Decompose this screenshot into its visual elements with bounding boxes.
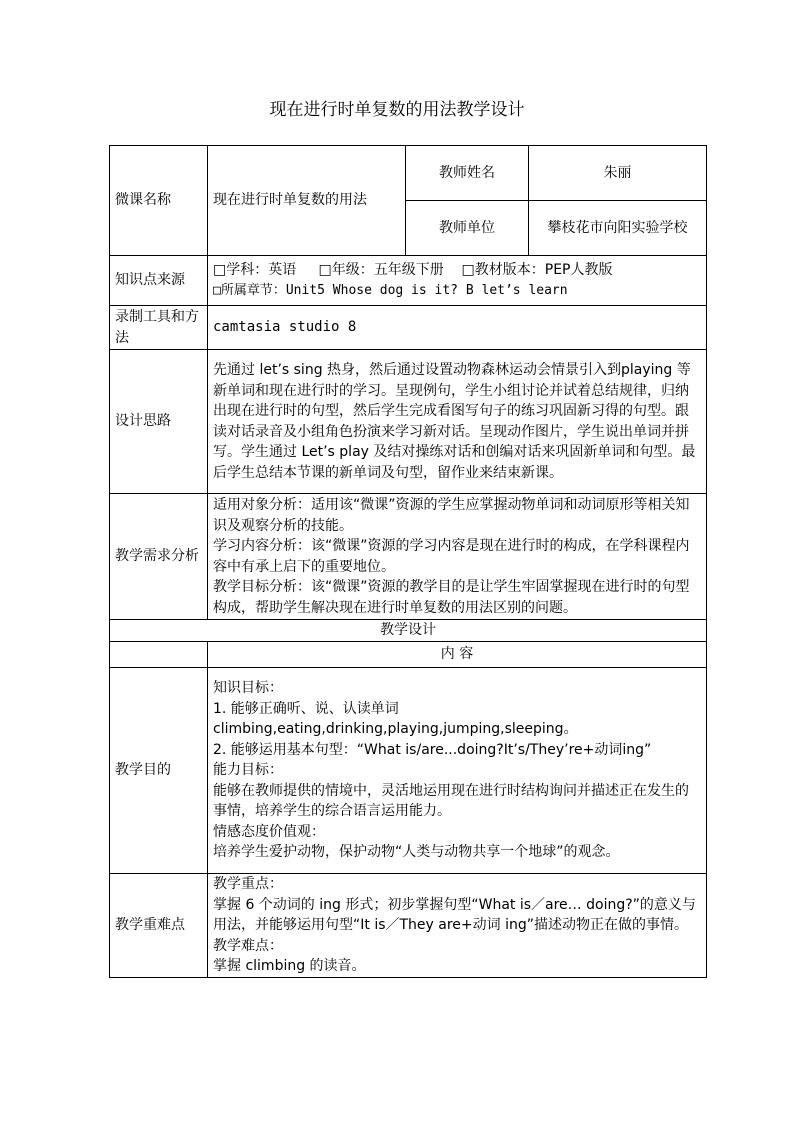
goals-label: 教学目的	[110, 668, 208, 874]
key-1: 掌握 6 个动词的 ing 形式；初步掌握句型“What is／are… doing?”的意义与用法，并能够运用句型“It is／They are+动词 ing”描述动物正在做的事情。	[213, 896, 696, 933]
row-tools	[110, 306, 707, 350]
needs-value	[208, 494, 707, 620]
goals-emotion-title: 情感态度价值观：	[213, 823, 325, 840]
needs-label: 教学需求分析	[110, 494, 208, 620]
section-heading: 教学设计	[110, 620, 707, 642]
content-heading-blank	[110, 642, 208, 668]
design-value: 先通过 let’s sing 热身，然后通过设置动物森林运动会情景引入到playing 等新单词和现在进行时的学习。呈现例句，学生小组讨论并试着总结规律，归纳出现在进行时的句型，然后学生完成看图写句子的练习巩固新习得的句型。跟读对话录音及小组角色扮演来学习新对话。呈现动作图片，学生说出单词并拼写。学生通过 Let’s play 及结对操练对话和创编对话来巩固新单词和句型。最后学生总结本节课的新单词及句型，留作业来结束新课。	[208, 350, 707, 494]
content-heading: 内 容	[208, 642, 707, 668]
teacher-name-value: 朱丽	[529, 146, 707, 201]
source-subject: □学科：英语	[213, 262, 297, 278]
goals-ability-1: 能够在教师提供的情境中，灵活地运用现在进行时结构询问并描述正在发生的事情，培养学生的综合语言运用能力。	[213, 782, 689, 820]
goals-ability-title: 能力目标：	[213, 762, 283, 779]
source-edition: □教材版本：PEP人教版	[461, 262, 613, 278]
design-label: 设计思路	[110, 350, 208, 494]
key-points-value	[208, 874, 707, 978]
teacher-name-label: 教师姓名	[406, 146, 529, 201]
goals-knowledge-2: 2. 能够运用基本句型：“What is/are...doing?It’s/They’re+动词ing”	[213, 741, 652, 758]
row-key-points	[110, 874, 707, 978]
source-chapter: □所属章节：Unit5 Whose dog is it? B let’s learn	[213, 282, 568, 298]
goals-knowledge-1: 1. 能够正确听、说、认读单词 climbing,eating,drinking,playing,jumping,sleeping。	[213, 700, 578, 738]
goals-emotion-1: 培养学生爱护动物，保护动物“人类与动物共享一个地球”的观念。	[213, 844, 620, 861]
tools-value: camtasia studio 8	[208, 306, 707, 350]
row-needs	[110, 494, 707, 620]
tools-label: 录制工具和方法	[110, 306, 208, 350]
course-name-label: 微课名称	[110, 146, 208, 256]
needs-line-3: 教学目标分析：该“微课”资源的教学目的是让学生牢固掌握现在进行时的句型构成，帮助学生解决现在进行时单复数的用法区别的问题。	[213, 579, 690, 616]
difficulty-title: 教学难点：	[213, 937, 283, 954]
needs-line-1: 适用对象分析：适用该“微课”资源的学生应掌握动物单词和动词原形等相关知识及观察分析的技能。	[213, 497, 690, 534]
document-title: 现在进行时单复数的用法教学设计	[269, 100, 525, 120]
source-grade: □年级：五年级下册	[318, 262, 444, 278]
course-name-value: 现在进行时单复数的用法	[208, 146, 406, 256]
source-value	[208, 256, 707, 306]
row-source	[110, 256, 707, 306]
goals-knowledge-title: 知识目标：	[213, 680, 283, 697]
row-design	[110, 350, 707, 494]
source-label: 知识点来源	[110, 256, 208, 306]
goals-value	[208, 668, 707, 874]
row-section-heading	[110, 620, 707, 642]
needs-line-2: 学习内容分析：该“微课”资源的学习内容是现在进行时的构成，在学科课程内容中有承上启下的重要地位。	[213, 538, 690, 575]
row-teacher-name	[110, 146, 707, 201]
key-title: 教学重点：	[213, 876, 283, 892]
difficulty-1: 掌握 climbing 的读音。	[213, 958, 366, 974]
teacher-unit-label: 教师单位	[406, 201, 529, 256]
row-content-heading	[110, 642, 707, 668]
key-points-label: 教学重难点	[110, 874, 208, 978]
teacher-unit-value: 攀枝花市向阳实验学校	[529, 201, 707, 256]
row-goals	[110, 668, 707, 874]
lesson-plan-table	[109, 145, 707, 978]
